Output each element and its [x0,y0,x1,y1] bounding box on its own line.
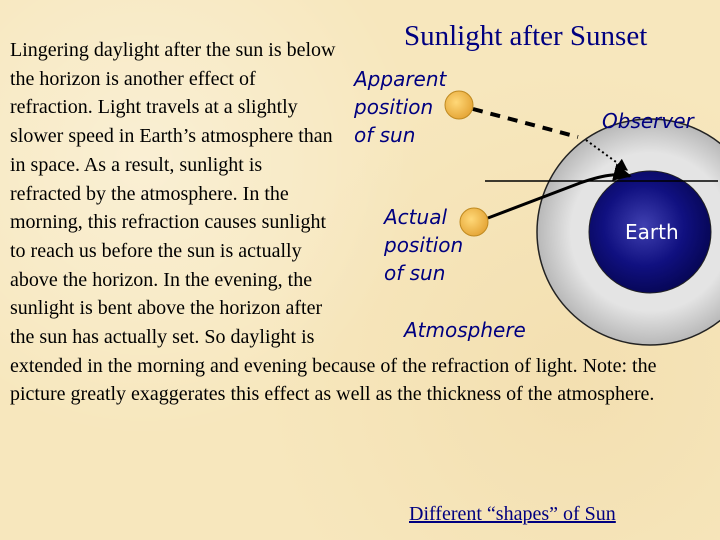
body-text: Lingering daylight after the sun is below the horizon is another effect of refraction. Light travels at a slightly slower speed in Earth’s atmosphere than in space. As a result, sunlight is refracted by the atmosphere. In the morning, this refraction causes sunlight to reach us before the sun is actually above the horizon. In the evening, the sunlight is bent above the horizon after the sun has actually set. So daylight is extended in the morning and evening because of the refraction of light. Note: the picture greatly exaggerates this effect as well as the thickness of the atmosphere. [10,39,657,406]
different-shapes-of-sun-link[interactable]: Different “shapes” of Sun [409,503,616,525]
atmosphere-label: Atmosphere [404,318,526,342]
actual-position-label: Actual position of sun [384,205,464,285]
apparent-position-label: Apparent position of sun [354,67,447,147]
slide-title: Sunlight after Sunset [404,20,648,52]
earth-label: Earth [625,220,679,244]
observer-label: Observer [602,109,694,133]
